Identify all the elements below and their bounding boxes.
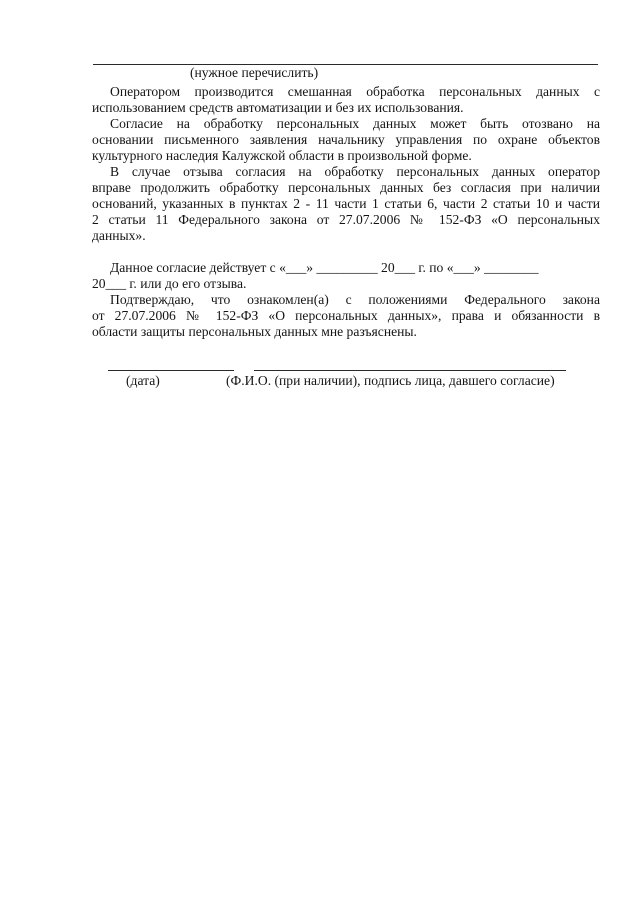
paragraph-continue-line-4: 2 статьи 11 Федерального закона от 27.07.2006 № 152-ФЗ «О персональных (92, 212, 600, 227)
top-fill-line (93, 64, 598, 65)
date-caption: (дата) (126, 373, 160, 388)
paragraph-continue-line-3: оснований, указанных в пунктах 2 - 11 части 1 статьи 6, части 2 статьи 10 и части (92, 196, 600, 211)
paragraph-confirm-line-2: от 27.07.2006 № 152-ФЗ «О персональных данных», права и обязанности в (92, 308, 600, 323)
paragraph-withdraw-line-2: основании письменного заявления начальнику управления по охране объектов (92, 132, 600, 147)
paragraph-continue-line-1: В случае отзыва согласия на обработку персональных данных оператор (110, 164, 600, 179)
paragraph-mixed-line-2: использованием средств автоматизации и без их использования. (92, 100, 464, 115)
paragraph-mixed-line-1: Оператором производится смешанная обработка персональных данных с (110, 84, 600, 99)
paragraph-validity-line-2: 20___ г. или до его отзыва. (92, 276, 247, 291)
signature-caption: (Ф.И.О. (при наличии), подпись лица, давшего согласие) (226, 373, 555, 388)
signature-fill-line (254, 370, 566, 371)
paragraph-withdraw-line-1: Согласие на обработку персональных данных может быть отозвано на (110, 116, 600, 131)
paragraph-confirm-line-1: Подтверждаю, что ознакомлен(а) с положениями Федерального закона (110, 292, 600, 307)
paragraph-validity-line-1: Данное согласие действует с «___» _________ 20___ г. по «___» ________ (110, 260, 539, 275)
date-fill-line (108, 370, 234, 371)
paragraph-confirm-line-3: области защиты персональных данных мне разъяснены. (92, 324, 417, 339)
paragraph-continue-line-2: вправе продолжить обработку персональных данных без согласия при наличии (92, 180, 600, 195)
top-fill-caption: (нужное перечислить) (190, 65, 319, 80)
paragraph-withdraw-line-3: культурного наследия Калужской области в произвольной форме. (92, 148, 472, 163)
paragraph-continue-line-5: данных». (92, 228, 146, 243)
